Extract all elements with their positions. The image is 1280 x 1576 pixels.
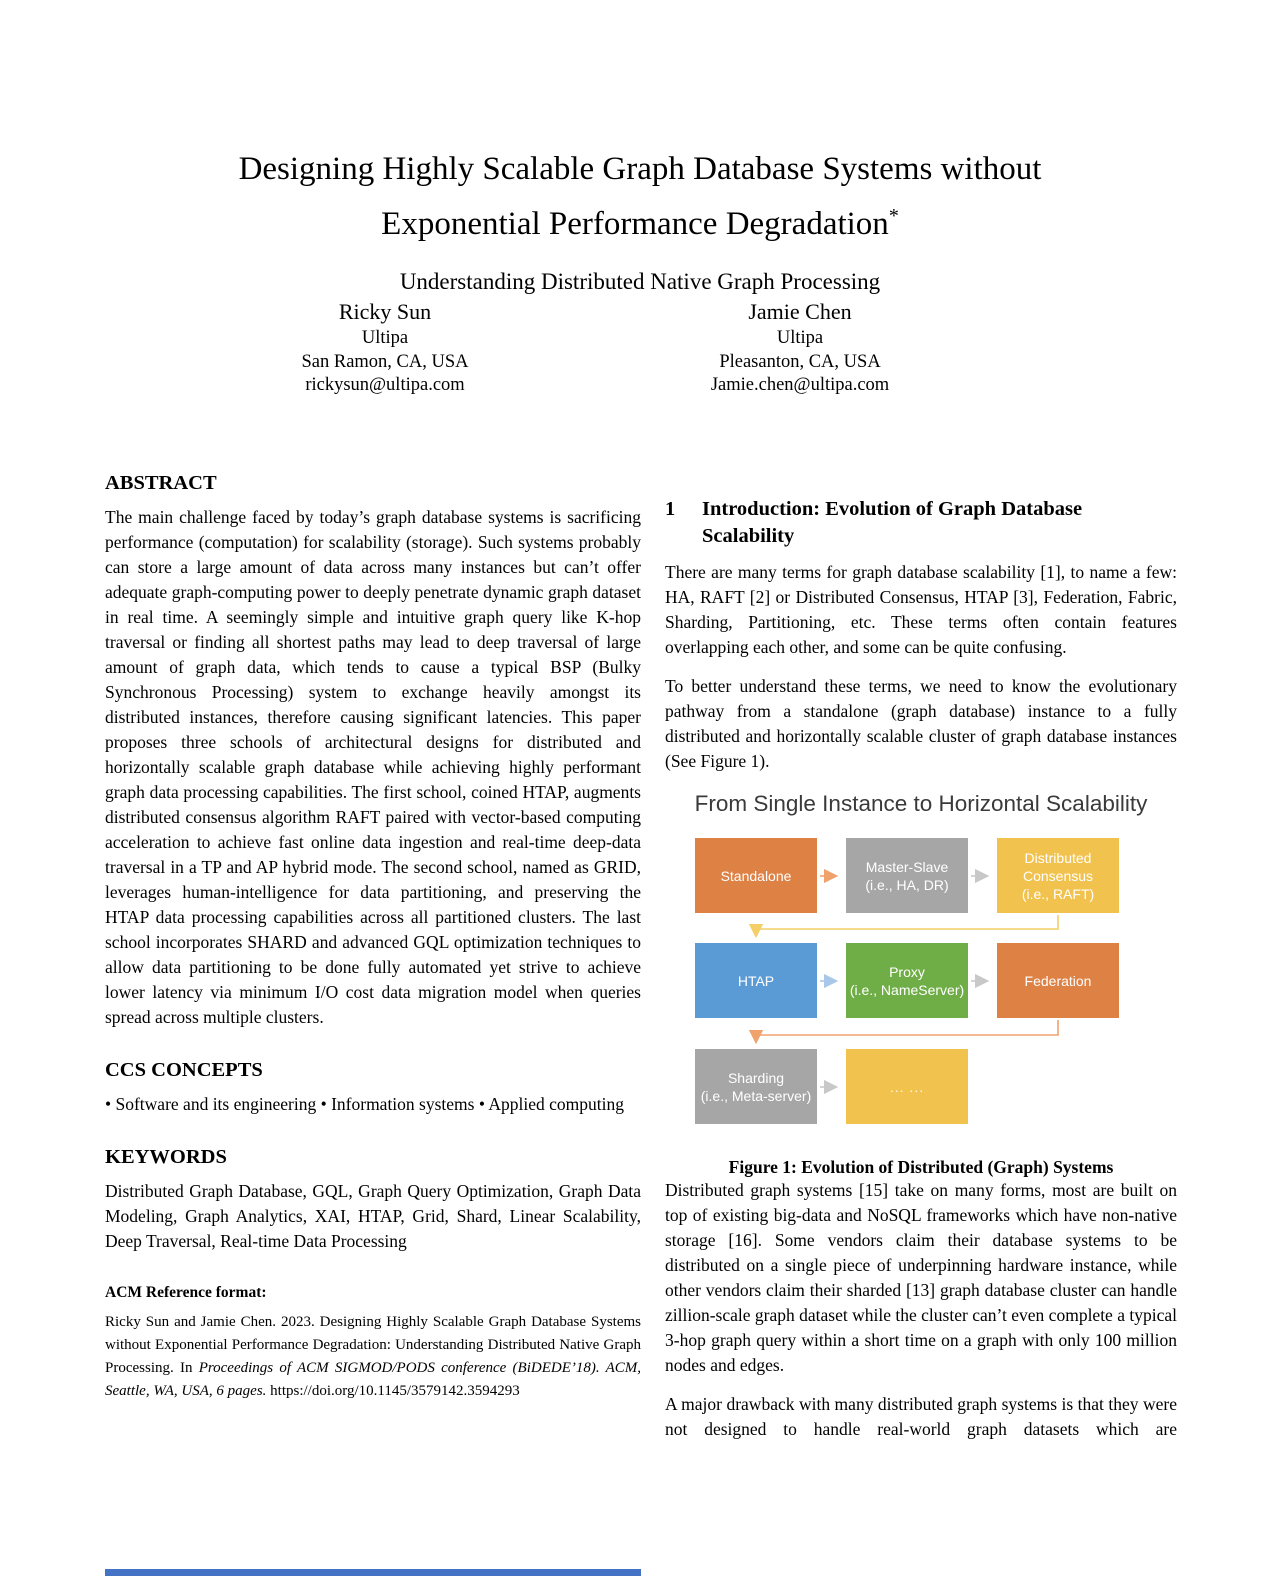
paper-title	[0, 146, 1280, 248]
figure-1-title: From Single Instance to Horizontal Scalability	[694, 791, 1148, 816]
figure-box-label: Sharding	[727, 1069, 785, 1086]
author-1-location: San Ramon, CA, USA	[301, 351, 469, 372]
figure-box-sublabel: (i.e., HA, DR)	[865, 876, 949, 893]
acm-reference-heading: ACM Reference format:	[105, 1284, 267, 1301]
figure-box-label: Master-Slave	[865, 858, 949, 875]
figure-box-master-slave	[846, 838, 968, 913]
author-1-affiliation: Ultipa	[361, 328, 409, 348]
figure-box-sharding	[695, 1049, 817, 1124]
author-1-name: Ricky Sun	[338, 299, 432, 324]
paper-subtitle: Understanding Distributed Native Graph Processing	[399, 269, 881, 294]
figure-box-label: ... ...	[889, 1078, 925, 1095]
figure-box-proxy	[846, 943, 968, 1018]
left-column	[105, 472, 641, 1403]
figure-box-distributed-consensus	[997, 838, 1119, 913]
author-2	[600, 297, 1000, 398]
section-1-title: Introduction: Evolution of Graph Database Scalability	[702, 498, 1083, 547]
paper-title-line2: Exponential Performance Degradation	[381, 206, 889, 242]
figure-box-htap	[695, 943, 817, 1018]
intro-paragraph-2: To better understand these terms, we need to know the evolutionary pathway from a standalone (graph database) instance to a fully distributed and horizontally scalable cluster of graph database instances (See Figure 1).	[665, 676, 1177, 771]
author-2-email: Jamie.chen@ultipa.com	[710, 375, 890, 395]
figure-box-sublabel: (i.e., Meta-server)	[700, 1087, 812, 1104]
figure-box-label: Proxy	[889, 963, 925, 980]
section-1-number: 1	[665, 498, 676, 520]
bottom-cropped-element	[105, 1569, 641, 1576]
body-paragraph-3: Distributed graph systems [15] take on many forms, most are built on top of existing big-data and NoSQL frameworks which have non-native storage [16]. Some vendors claim their database systems to be distributed on a single piece of underpinning hardware instance, while other vendors claim their sharded [13] graph database cluster can handle zillion-scale graph dataset while the cluster can’t even complete a typical 3-hop graph query within a short time on a graph with only 100 million nodes and edges.	[665, 1180, 1177, 1375]
author-2-affiliation: Ultipa	[776, 328, 824, 348]
figure-1-diagram	[665, 838, 1170, 1126]
keywords-text: Distributed Graph Database, GQL, Graph Query Optimization, Graph Data Modeling, Graph Analytics, XAI, HTAP, Grid, Shard, Linear Scalability, Deep Traversal, Real-time Data Processing	[105, 1181, 641, 1251]
figure-1-caption: Figure 1: Evolution of Distributed (Graph) Systems	[728, 1157, 1114, 1177]
author-2-location: Pleasanton, CA, USA	[719, 351, 881, 372]
keywords-heading: KEYWORDS	[105, 1146, 227, 1168]
section-1-heading	[665, 496, 1177, 550]
ccs-heading: CCS CONCEPTS	[105, 1059, 263, 1081]
body-paragraph-4: A major drawback with many distributed graph systems is that they were not designed to handle real-world graph datasets which are	[665, 1394, 1177, 1439]
right-column	[665, 496, 1177, 1456]
figure-box-label: Federation	[1024, 972, 1092, 989]
figure-box-standalone	[695, 838, 817, 913]
ccs-text: • Software and its engineering • Information systems • Applied computing	[105, 1094, 624, 1114]
author-1	[185, 297, 585, 398]
author-1-email: rickysun@ultipa.com	[305, 375, 465, 395]
figure-box-sublabel: (i.e., RAFT)	[1021, 885, 1095, 902]
figure-box-federation	[997, 943, 1119, 1018]
figure-box-label: Standalone	[720, 867, 792, 884]
acm-ref-italic: Proceedings of ACM SIGMOD/PODS conference (BiDEDE’18). ACM, Seattle, WA, USA, 6 pages.	[105, 1360, 641, 1399]
acm-ref-doi: https://doi.org/10.1145/3579142.3594293	[266, 1383, 520, 1399]
acm-reference-text	[105, 1311, 641, 1403]
intro-paragraph-1: There are many terms for graph database scalability [1], to name a few: HA, RAFT [2] or Distributed Consensus, HTAP [3], Federation, Fabric, Sharding, Partitioning, etc. These terms often contain features overlapping each other, and some can be quite confusing.	[665, 562, 1177, 657]
abstract-text: The main challenge faced by today’s graph database systems is sacrificing performance (computation) for scalability (storage). Such systems probably can store a large amount of data across many instances but can’t offer adequate graph-computing power to deeply penetrate dynamic graph dataset in real time. A seemingly simple and intuitive graph query like K-hop traversal or finding all shortest paths may lead to deep traversal of large amount of graph data, which tends to cause a typical BSP (Bulky Synchronous Processing) system to exchange heavily amongst its distributed instances, therefore causing significant latencies. This paper proposes three schools of architectural designs for distributed and horizontally scalable graph database while achieving highly performant graph data processing capabilities. The first school, coined HTAP, augments distributed consensus algorithm RAFT paired with vector-based computing acceleration to achieve fast online data ingestion and real-time deep-data traversal in a TP and AP hybrid mode. The second school, named as GRID, leverages human-intelligence for data partitioning, and preserving the HTAP data processing capabilities across all partitioned clusters. The last school incorporates SHARD and advanced GQL optimization techniques to allow data partitioning to be done fully automated yet strive to achieve lower latency via minimum I/O cost data migration model when queries spread across multiple clusters.	[105, 507, 641, 1027]
figure-box-label: Distributed Consensus	[1022, 849, 1094, 884]
acm-ref-part1: Ricky Sun and Jamie Chen. 2023. Designing Highly Scalable Graph Database Systems without Exponential Performance Degradation: Understanding Distributed Native Graph Processing. In	[105, 1314, 641, 1376]
abstract-heading: ABSTRACT	[105, 472, 217, 494]
paper-title-line1: Designing Highly Scalable Graph Database Systems without	[238, 151, 1042, 187]
author-2-name: Jamie Chen	[748, 299, 852, 324]
figure-box-label: HTAP	[737, 972, 775, 989]
figure-box-sublabel: (i.e., NameServer)	[849, 981, 965, 998]
title-block	[0, 146, 1280, 295]
title-footnote-asterisk: *	[888, 205, 899, 227]
figure-box-ellipsis	[846, 1049, 968, 1124]
